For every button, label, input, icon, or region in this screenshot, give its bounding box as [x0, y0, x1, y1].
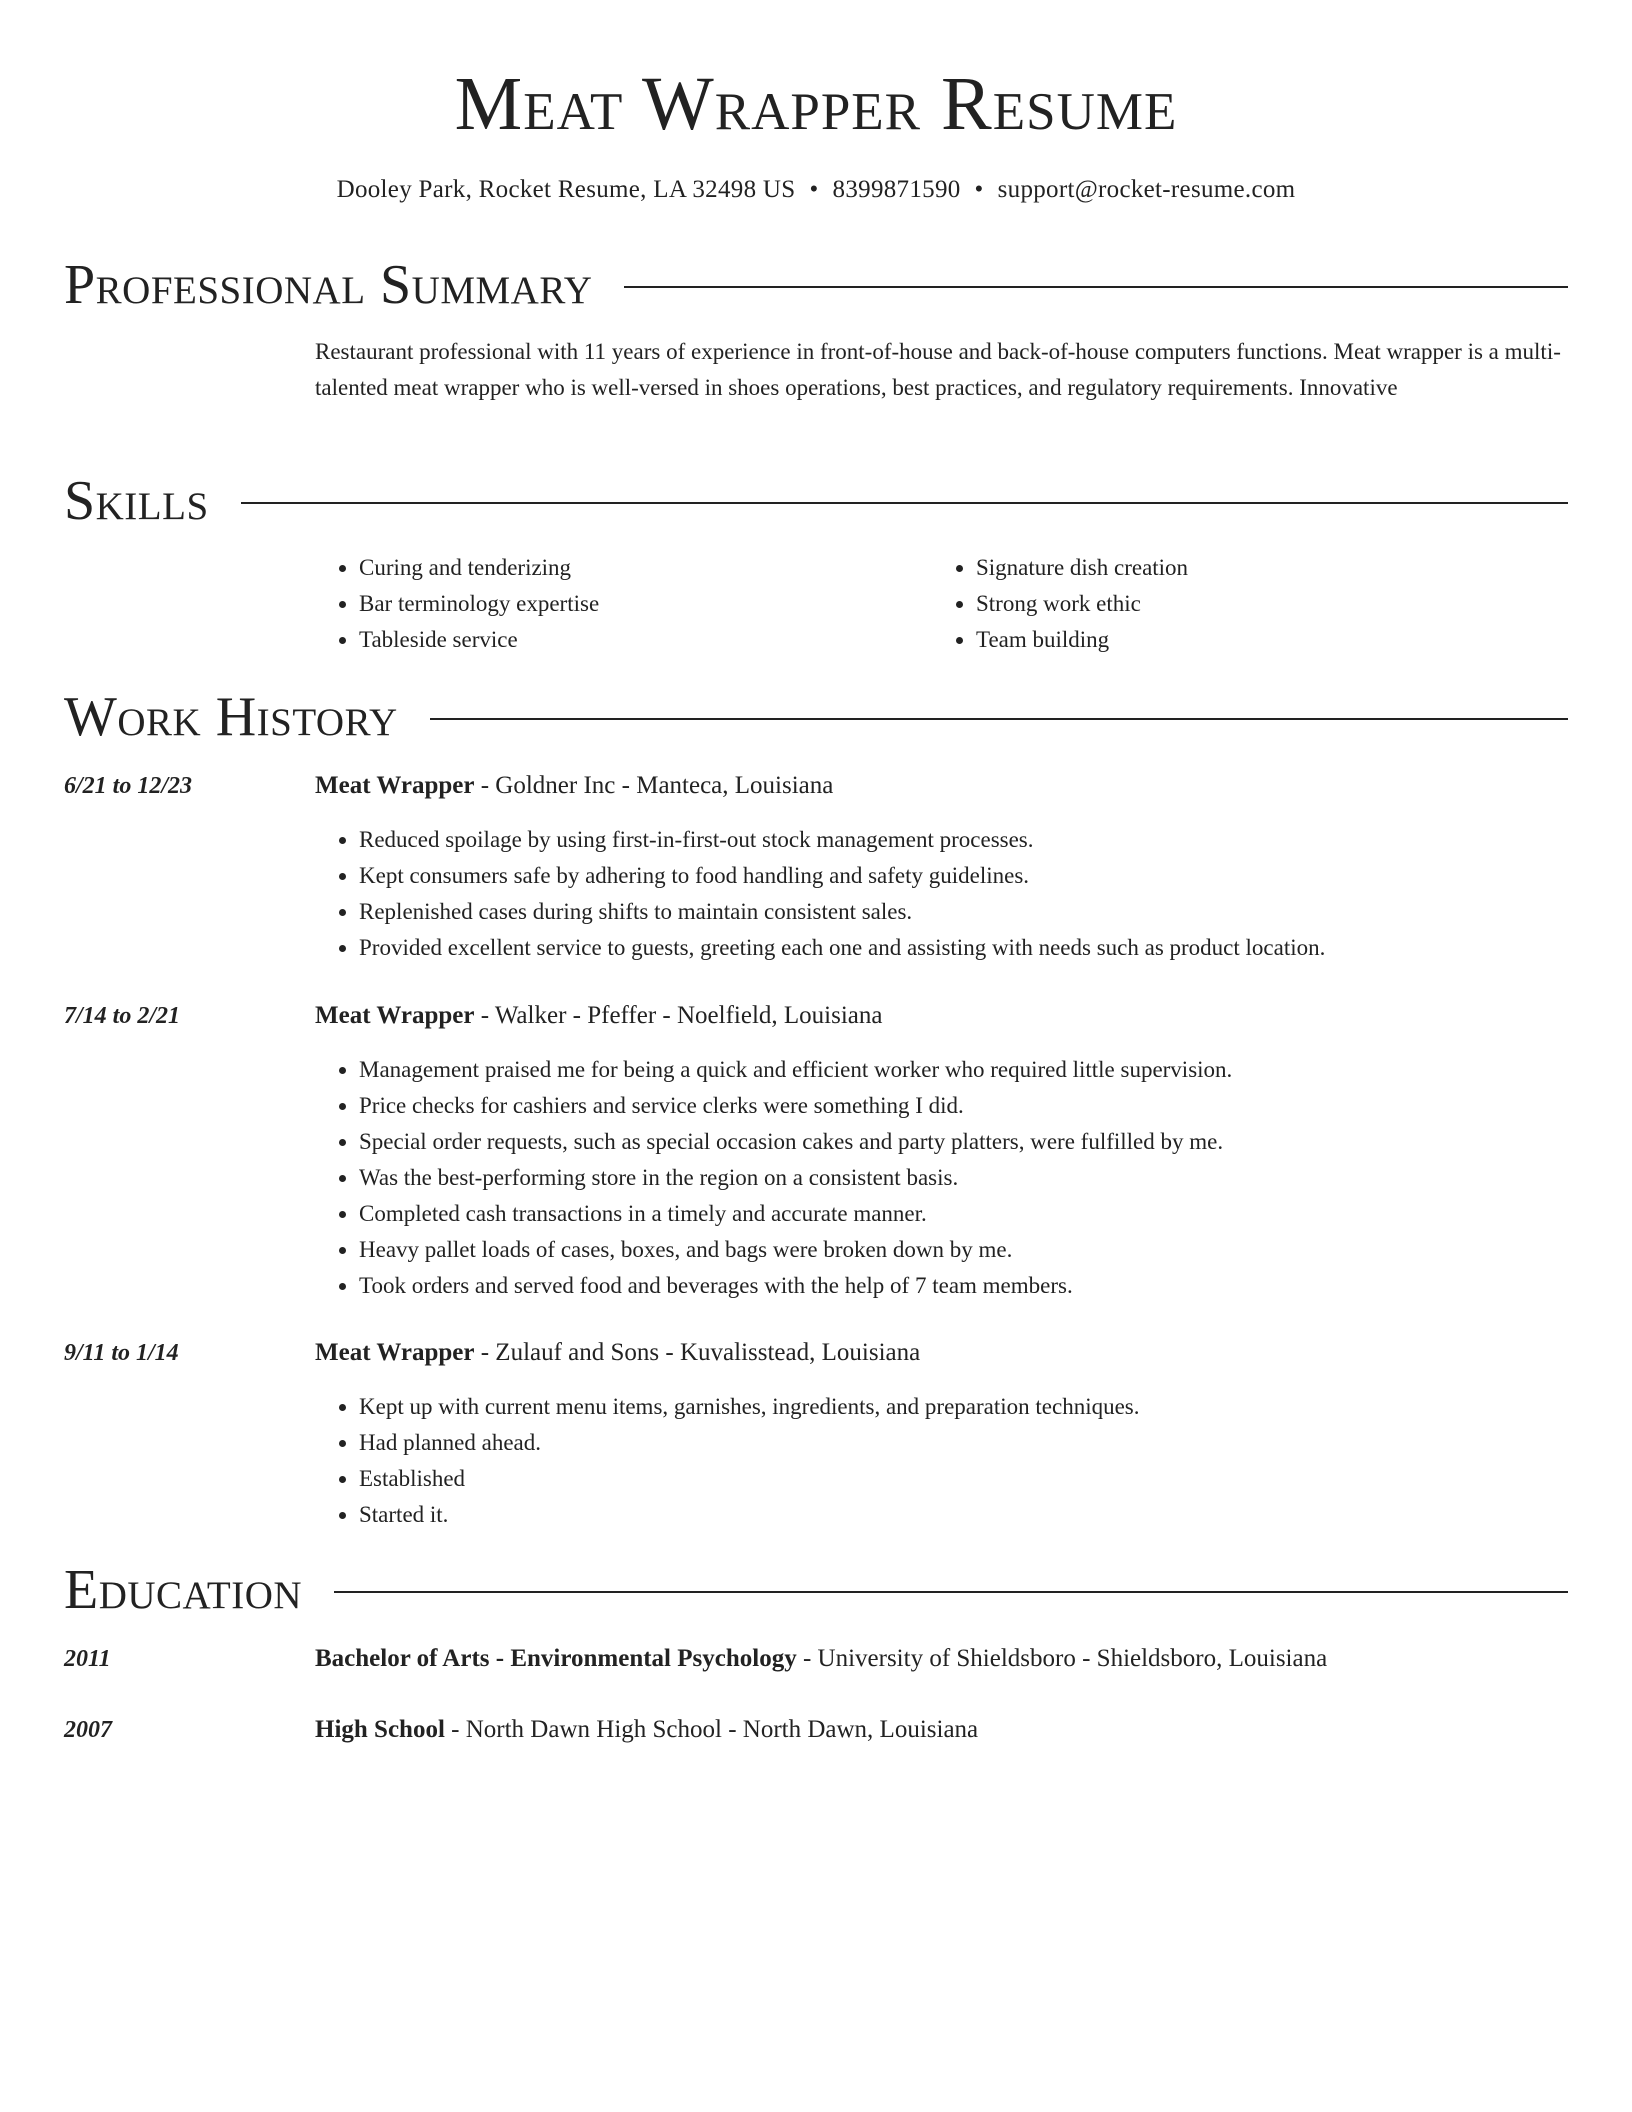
- education-year: 2011: [64, 1646, 111, 1672]
- contact-address: Dooley Park, Rocket Resume, LA 32498 US: [336, 176, 796, 203]
- skill-item: • Strong work ethic: [976, 586, 1549, 622]
- job-bullets: [315, 1389, 1568, 1533]
- skills-list-left: [315, 550, 932, 658]
- section-divider: [241, 502, 1568, 504]
- job-bullet: • Kept up with current menu items, garnishes, ingredients, and preparation techniques.: [359, 1389, 1568, 1425]
- skill-item: • Team building: [976, 622, 1549, 658]
- job-bullet: • Completed cash transactions in a timely and accurate manner.: [359, 1196, 1568, 1232]
- job-bullet: • Established: [359, 1461, 1568, 1497]
- job-bullet: • Started it.: [359, 1497, 1568, 1533]
- contact-phone: 8399871590: [832, 176, 961, 203]
- job-bullet: • Management praised me for being a quick and efficient worker who required little supervision.: [359, 1052, 1568, 1088]
- education-line: [315, 1641, 1568, 1677]
- education-degree: Bachelor of Arts - Environmental Psychology: [315, 1645, 797, 1672]
- job-bullet: • Provided excellent service to guests, greeting each one and assisting with needs such as product location.: [359, 930, 1568, 966]
- job-bullet: • Heavy pallet loads of cases, boxes, and bags were broken down by me.: [359, 1232, 1568, 1268]
- job-bullet: • Had planned ahead.: [359, 1425, 1568, 1461]
- contact-separator: •: [809, 176, 819, 203]
- job-title-line: [315, 998, 1568, 1034]
- contact-line: [64, 172, 1568, 208]
- education-heading: Education: [64, 1559, 303, 1621]
- skills-list-right: [932, 550, 1549, 658]
- job-title: Meat Wrapper: [315, 1002, 475, 1029]
- contact-email: support@rocket-resume.com: [997, 176, 1296, 203]
- job-bullet: • Price checks for cashiers and service clerks were something I did.: [359, 1088, 1568, 1124]
- job-bullet: • Replenished cases during shifts to maintain consistent sales.: [359, 894, 1568, 930]
- job-bullets: [315, 822, 1568, 966]
- job-bullet: • Kept consumers safe by adhering to food handling and safety guidelines.: [359, 858, 1568, 894]
- skills-heading: Skills: [64, 470, 209, 532]
- job-bullet: • Reduced spoilage by using first-in-first-out stock management processes.: [359, 822, 1568, 858]
- job-dates: 7/14 to 2/21: [64, 1003, 181, 1029]
- summary-text: Restaurant professional with 11 years of experience in front-of-house and back-of-house computers functions. Meat wrapper is a multi-talented meat wrapper who is well-versed in shoes operations, best practices, and regulatory requirements. Innovative: [315, 339, 1561, 400]
- job-bullet: • Special order requests, such as special occasion cakes and party platters, were fulfilled by me.: [359, 1124, 1568, 1160]
- skills-section-heading: [64, 466, 1568, 536]
- job-title: Meat Wrapper: [315, 1339, 475, 1366]
- job-bullet: • Took orders and served food and beverages with the help of 7 team members.: [359, 1268, 1568, 1304]
- skills-body: [315, 550, 1568, 658]
- summary-heading: Professional Summary: [64, 254, 593, 316]
- job-title-line: [315, 1335, 1568, 1371]
- resume-title: Meat Wrapper Resume: [454, 62, 1178, 146]
- skill-item: • Tableside service: [359, 622, 932, 658]
- job-bullets: [315, 1052, 1568, 1304]
- job-title: Meat Wrapper: [315, 772, 475, 799]
- job-detail: - Walker - Pfeffer - Noelfield, Louisiana: [474, 1002, 883, 1029]
- job-detail: - Zulauf and Sons - Kuvalisstead, Louisiana: [474, 1339, 921, 1366]
- section-divider: [430, 718, 1568, 720]
- contact-separator: •: [974, 176, 984, 203]
- work-section-heading: [64, 682, 1568, 752]
- skill-item: • Curing and tenderizing: [359, 550, 932, 586]
- education-degree: High School: [315, 1716, 445, 1743]
- skill-item: • Signature dish creation: [976, 550, 1549, 586]
- section-divider: [334, 1591, 1568, 1593]
- job-dates: 9/11 to 1/14: [64, 1340, 179, 1366]
- work-heading: Work History: [64, 686, 398, 748]
- education-section-heading: [64, 1555, 1568, 1625]
- skill-item: • Bar terminology expertise: [359, 586, 932, 622]
- section-divider: [624, 286, 1568, 288]
- summary-body: [315, 334, 1568, 406]
- education-detail: - North Dawn High School - North Dawn, Louisiana: [444, 1716, 979, 1743]
- education-detail: - University of Shieldsboro - Shieldsboro, Louisiana: [796, 1645, 1328, 1672]
- education-year: 2007: [64, 1717, 112, 1743]
- education-line: [315, 1712, 1568, 1748]
- job-bullet: • Was the best-performing store in the region on a consistent basis.: [359, 1160, 1568, 1196]
- job-dates: 6/21 to 12/23: [64, 773, 193, 799]
- job-detail: - Goldner Inc - Manteca, Louisiana: [474, 772, 834, 799]
- job-title-line: [315, 768, 1568, 804]
- summary-section-heading: [64, 250, 1568, 320]
